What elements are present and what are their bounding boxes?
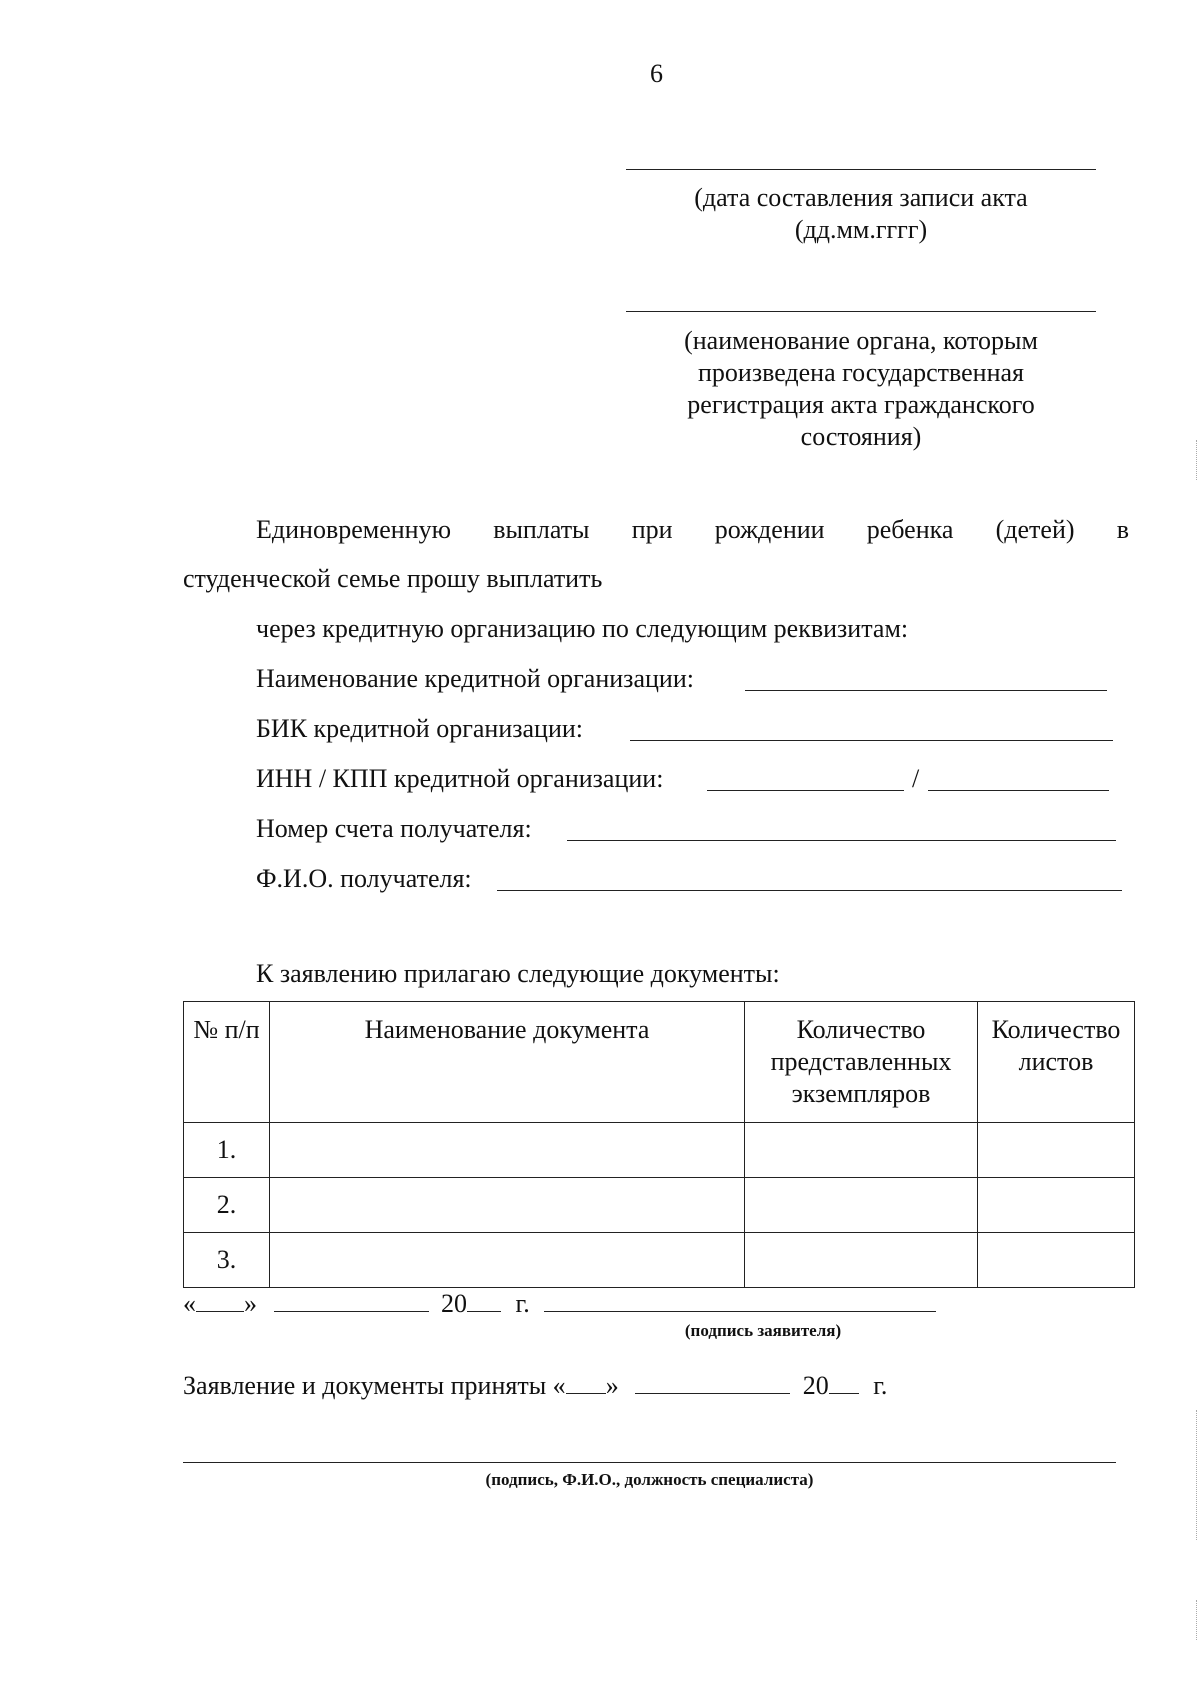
row-num: 2. bbox=[184, 1178, 270, 1233]
sheets-cell[interactable] bbox=[978, 1233, 1135, 1288]
payment-paragraph-line1 bbox=[256, 514, 1129, 546]
accepted-quote-close: » bbox=[605, 1371, 619, 1400]
bank-name-label: Наименование кредитной организации: bbox=[256, 664, 694, 693]
para-word: при bbox=[631, 515, 673, 544]
recipient-field[interactable] bbox=[497, 890, 1122, 891]
account-field[interactable] bbox=[567, 840, 1116, 841]
para-word: ребенка bbox=[866, 515, 954, 544]
row-num: 1. bbox=[184, 1123, 270, 1178]
inn-field[interactable] bbox=[707, 790, 904, 791]
attachments-intro: К заявлению прилагаю следующие документы: bbox=[256, 959, 780, 988]
copies-cell[interactable] bbox=[745, 1178, 978, 1233]
header-doc-name: Наименование документа bbox=[270, 1002, 745, 1123]
date-field-line[interactable] bbox=[626, 169, 1096, 170]
quote-open: « bbox=[183, 1289, 196, 1318]
account-label: Номер счета получателя: bbox=[256, 814, 532, 843]
header-copies: Количество представленных экземпляров bbox=[745, 1002, 978, 1123]
month-field[interactable] bbox=[274, 1289, 429, 1312]
quote-close: » bbox=[244, 1289, 257, 1318]
applicant-caption: (подпись заявителя) bbox=[684, 1321, 842, 1340]
table-row bbox=[184, 1123, 1135, 1178]
accepted-year-suffix: г. bbox=[873, 1371, 888, 1400]
header-sheets: Количество листов bbox=[978, 1002, 1135, 1123]
scan-edge-mark bbox=[1196, 440, 1197, 480]
para-word: (детей) bbox=[995, 515, 1075, 544]
table-header-row bbox=[184, 1002, 1135, 1123]
sheets-cell[interactable] bbox=[978, 1123, 1135, 1178]
applicant-date-row bbox=[183, 1288, 936, 1320]
bik-label: БИК кредитной организации: bbox=[256, 714, 584, 743]
accepted-month-field[interactable] bbox=[635, 1371, 790, 1394]
doc-name-cell[interactable] bbox=[270, 1233, 745, 1288]
payment-paragraph-line3: через кредитную организацию по следующим реквизитам: bbox=[256, 614, 909, 643]
applicant-signature-field[interactable] bbox=[544, 1289, 936, 1312]
bik-field[interactable] bbox=[630, 740, 1113, 741]
row-num: 3. bbox=[184, 1233, 270, 1288]
table-row bbox=[184, 1178, 1135, 1233]
table-row bbox=[184, 1233, 1135, 1288]
accepted-year-field[interactable] bbox=[829, 1371, 859, 1394]
documents-table bbox=[183, 1001, 1135, 1288]
organ-field-line[interactable] bbox=[626, 311, 1096, 312]
date-caption: (дата составления записи акта (дд.мм.гггг) bbox=[694, 183, 1028, 244]
bank-name-field[interactable] bbox=[745, 690, 1107, 691]
recipient-label: Ф.И.О. получателя: bbox=[256, 864, 472, 893]
accepted-day-field[interactable] bbox=[566, 1371, 606, 1394]
copies-cell[interactable] bbox=[745, 1123, 978, 1178]
inn-kpp-label: ИНН / КПП кредитной организации: bbox=[256, 764, 664, 793]
para-word: выплаты bbox=[493, 515, 590, 544]
specialist-caption: (подпись, Ф.И.О., должность специалиста) bbox=[485, 1470, 814, 1489]
organ-caption: (наименование органа, которым произведена государственная регистрация акта гражданского состояния) bbox=[684, 326, 1038, 451]
accepted-label: Заявление и документы приняты « bbox=[183, 1371, 566, 1400]
inn-kpp-separator: / bbox=[912, 764, 920, 793]
payment-paragraph-line2: студенческой семье прошу выплатить bbox=[183, 564, 603, 593]
header-num: № п/п bbox=[184, 1002, 270, 1123]
scan-edge-mark bbox=[1196, 1600, 1197, 1640]
specialist-signature-field[interactable] bbox=[183, 1462, 1116, 1463]
year-prefix: 20 bbox=[441, 1289, 467, 1318]
doc-name-cell[interactable] bbox=[270, 1123, 745, 1178]
page-number: 6 bbox=[650, 59, 663, 88]
scan-edge-mark bbox=[1196, 1410, 1197, 1540]
copies-cell[interactable] bbox=[745, 1233, 978, 1288]
para-word: Единовременную bbox=[256, 515, 451, 544]
year-field[interactable] bbox=[467, 1289, 501, 1312]
year-suffix: г. bbox=[515, 1289, 530, 1318]
doc-name-cell[interactable] bbox=[270, 1178, 745, 1233]
day-field[interactable] bbox=[196, 1289, 244, 1312]
sheets-cell[interactable] bbox=[978, 1178, 1135, 1233]
para-word: рождении bbox=[714, 515, 825, 544]
kpp-field[interactable] bbox=[928, 790, 1109, 791]
para-word: в bbox=[1116, 515, 1129, 544]
accepted-row bbox=[183, 1370, 887, 1402]
accepted-year-prefix: 20 bbox=[802, 1371, 829, 1400]
